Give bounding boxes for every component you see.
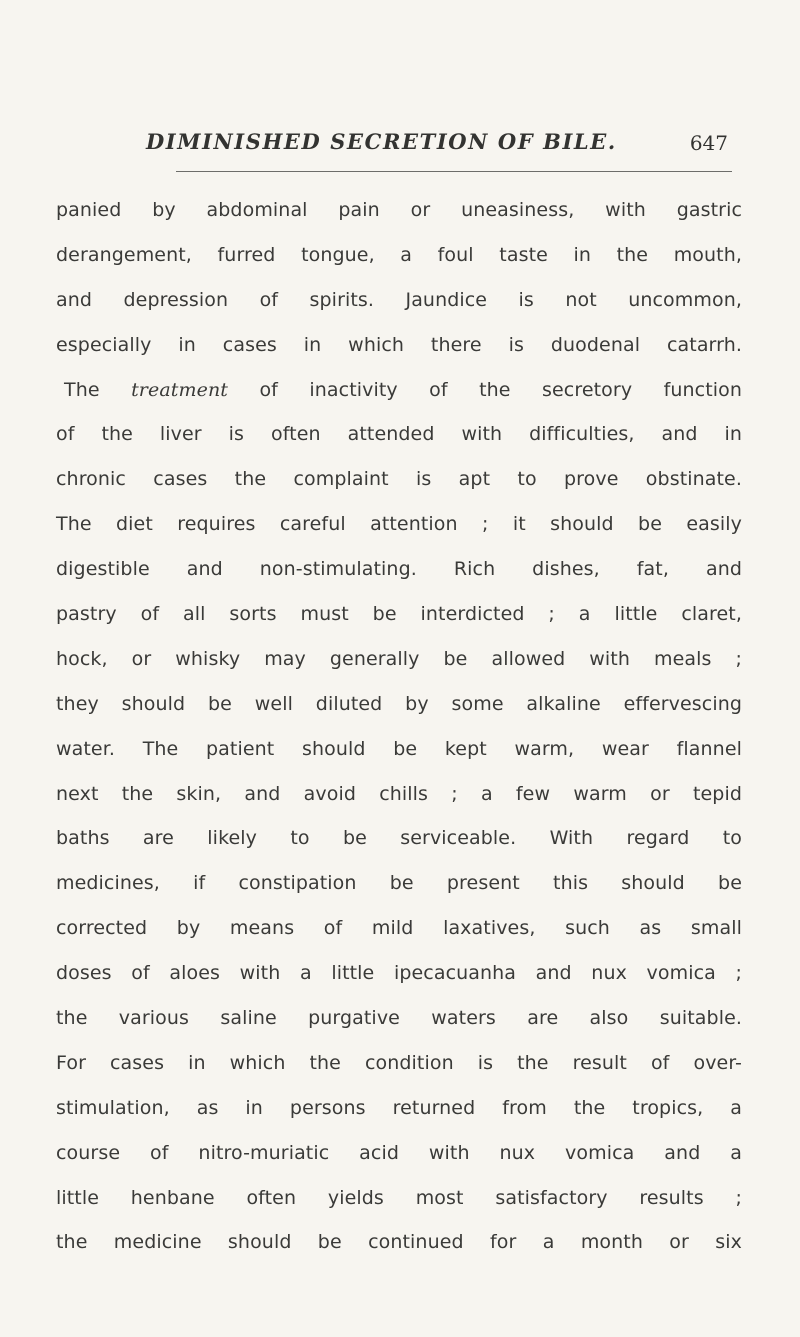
text-line: the medicine should be continued for a month or six xyxy=(56,1231,742,1254)
text-line: panied by abdominal pain or uneasiness, with gastric xyxy=(56,199,742,221)
text-line: little henbane often yields most satisfactory results ; xyxy=(56,1186,742,1209)
page-number: 647 xyxy=(689,131,728,155)
text-line: digestible and non-stimulating. Rich dishes, fat, and xyxy=(56,558,742,581)
text-line: The diet requires careful attention ; it should be easily xyxy=(56,513,742,536)
text-line: especially in cases in which there is duodenal catarrh. xyxy=(56,333,742,356)
treatment-italic: treatment xyxy=(131,378,229,401)
text-line: baths are likely to be serviceable. With regard to xyxy=(56,827,742,850)
text-line: of the liver is often attended with difficulties, and in xyxy=(56,423,742,446)
text-line: pastry of all sorts must be interdicted ; a little claret, xyxy=(56,603,742,626)
text-line: they should be well diluted by some alkaline effervescing xyxy=(56,692,742,715)
header-rule xyxy=(176,171,732,172)
text-line: next the skin, and avoid chills ; a few warm or tepid xyxy=(56,782,742,805)
text-line: and depression of spirits. Jaundice is not uncommon, xyxy=(56,288,742,311)
page-header xyxy=(90,119,740,159)
treatment-line-start: The xyxy=(64,378,132,401)
treatment-line-end: of inactivity of the secretory function xyxy=(228,378,742,401)
text-line: derangement, furred tongue, a foul taste in the mouth, xyxy=(56,243,742,266)
text-line: chronic cases the complaint is apt to prove obstinate. xyxy=(56,468,742,491)
text-line: medicines, if constipation be present this should be xyxy=(56,872,742,895)
text-line: For cases in which the condition is the result of over- xyxy=(56,1051,742,1074)
running-title: DIMINISHED SECRETION OF BILE. xyxy=(146,129,617,154)
text-line: the various saline purgative waters are also suitable. xyxy=(56,1007,742,1030)
text-line: course of nitro-muriatic acid with nux vomica and a xyxy=(56,1141,742,1164)
text-line: hock, or whisky may generally be allowed with meals ; xyxy=(56,647,742,670)
text-line: water. The patient should be kept warm, wear flannel xyxy=(56,737,742,760)
text-line: doses of aloes with a little ipecacuanha and nux vomica ; xyxy=(56,962,742,985)
text-line-treatment xyxy=(56,368,742,413)
text-line: corrected by means of mild laxatives, such as small xyxy=(56,917,742,940)
body-text xyxy=(56,188,742,1265)
text-line: stimulation, as in persons returned from the tropics, a xyxy=(56,1096,742,1119)
